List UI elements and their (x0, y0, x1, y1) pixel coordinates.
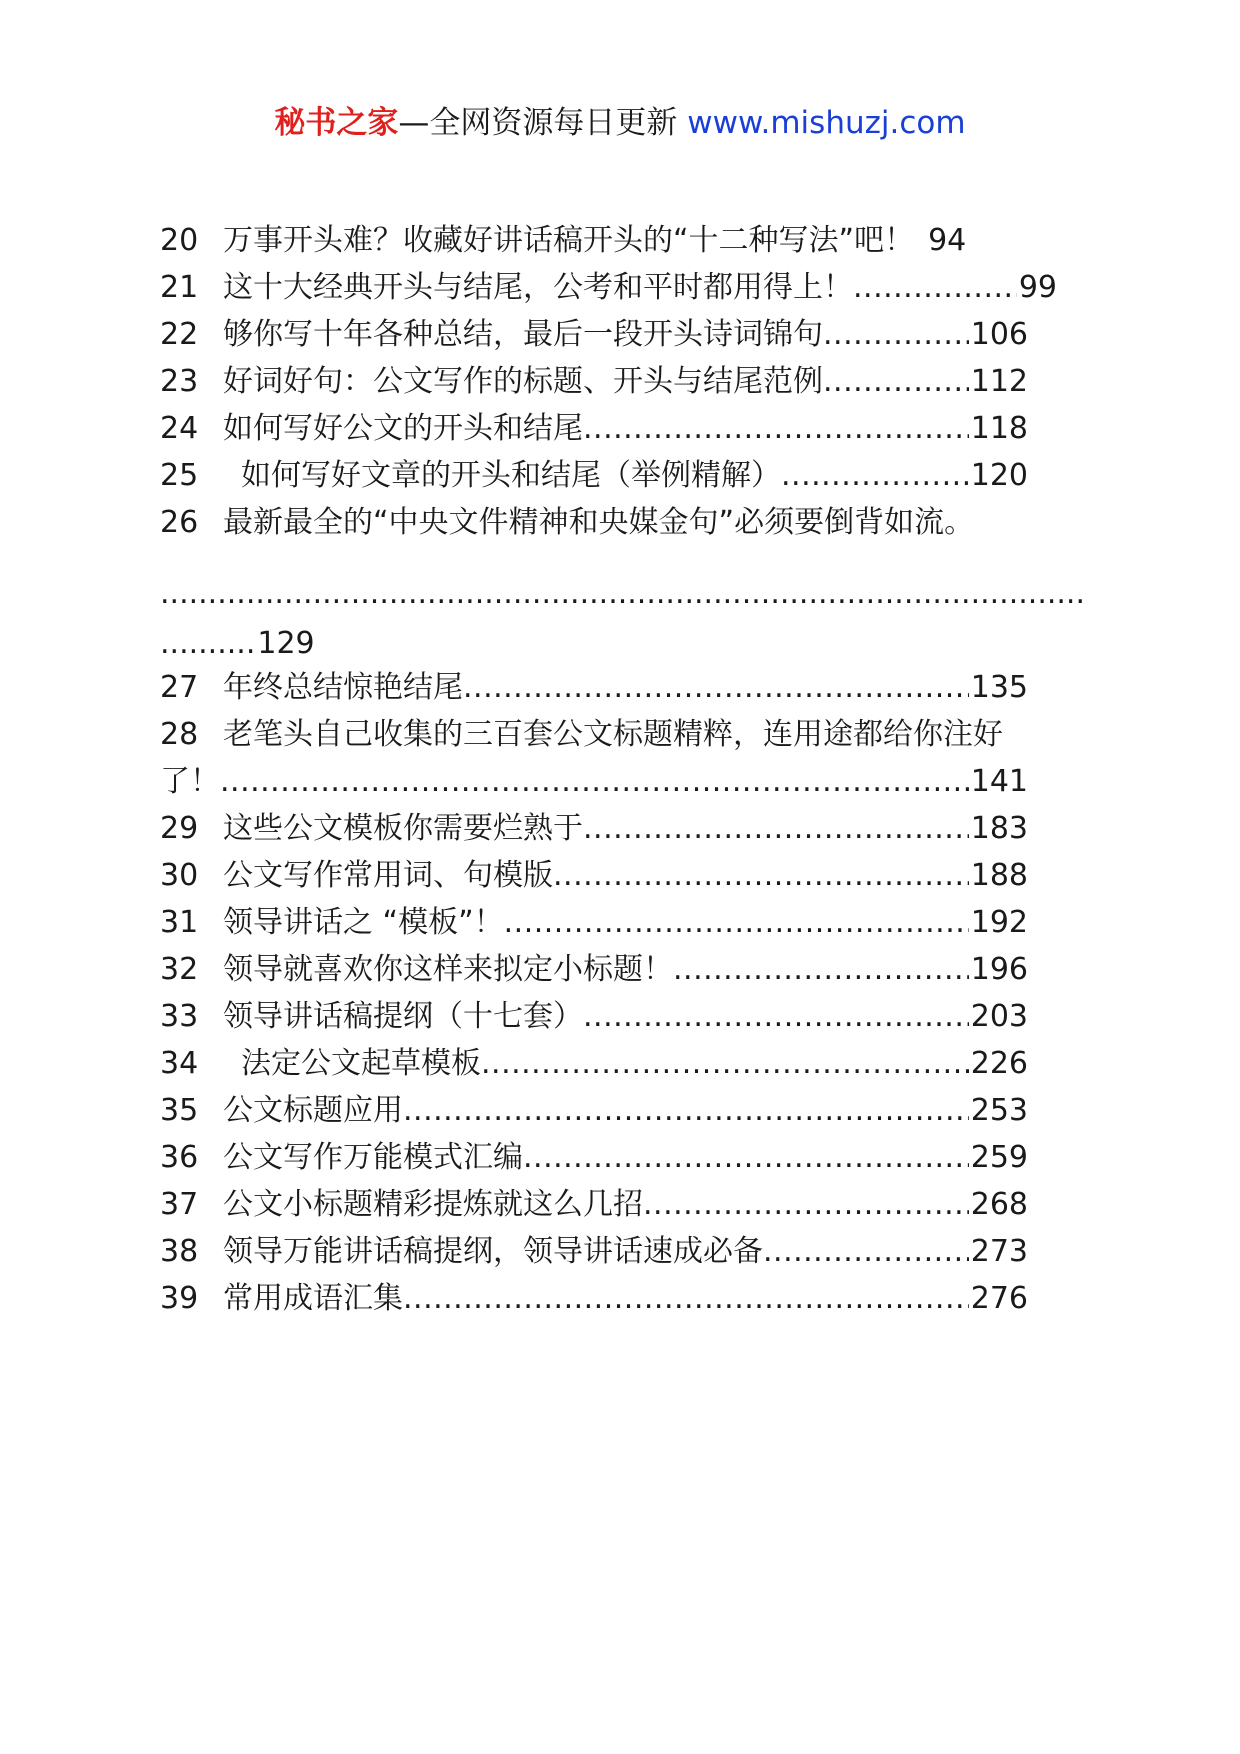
dot-leader (504, 899, 969, 946)
toc-entry[interactable] (160, 1040, 1085, 1087)
toc-entry-continuation (160, 758, 1085, 805)
entry-title: 法定公文起草模板 (241, 1046, 481, 1081)
entry-title: 公文写作常用词、句模版 (223, 858, 553, 893)
dot-leader (403, 1087, 969, 1134)
header-url[interactable]: www.mishuzj.com (687, 105, 966, 141)
dot-leader (583, 405, 969, 452)
entry-page: 141 (970, 764, 1028, 799)
entry-title: 万事开头难？收藏好讲话稿开头的“十二种写法”吧！ (223, 223, 915, 258)
toc-entry-continuation (160, 546, 1085, 624)
entry-page: 253 (970, 1093, 1028, 1128)
entry-title: 如何写好文章的开头和结尾（举例精解） (241, 458, 781, 493)
header-tagline: —全网资源每日更新 (398, 105, 678, 141)
entry-title: 领导讲话稿提纲（十七套） (223, 999, 583, 1034)
toc-entry[interactable] (160, 311, 1085, 358)
entry-title: 常用成语汇集 (223, 1281, 403, 1316)
entry-title: 好词好句：公文写作的标题、开头与结尾范例 (223, 364, 823, 399)
brand-name: 秘书之家 (274, 105, 399, 141)
toc-entry[interactable] (160, 405, 1085, 452)
entry-number: 39 (160, 1281, 199, 1316)
entry-title: 年终总结惊艳结尾 (223, 670, 463, 705)
entry-page: 94 (928, 223, 967, 258)
entry-page: 268 (970, 1187, 1028, 1222)
toc-entry[interactable] (160, 358, 1085, 405)
entry-number: 26 (160, 505, 199, 540)
entry-title: 领导就喜欢你这样来拟定小标题！ (223, 952, 673, 987)
entry-number: 30 (160, 858, 199, 893)
toc-entry[interactable] (160, 1087, 1085, 1134)
dot-leader (463, 664, 969, 711)
toc-entry[interactable] (160, 852, 1085, 899)
entry-number: 23 (160, 364, 199, 399)
entry-page: 276 (970, 1281, 1028, 1316)
dot-leader (583, 805, 969, 852)
entry-number: 28 (160, 717, 199, 752)
entry-page: 120 (970, 458, 1028, 493)
entry-page: 196 (970, 952, 1028, 987)
entry-page: 99 (1018, 270, 1057, 305)
entry-number: 25 (160, 458, 199, 493)
entry-page: 192 (970, 905, 1028, 940)
dot-leader (643, 1181, 969, 1228)
dot-leader (481, 1040, 969, 1087)
dot-leader (583, 993, 969, 1040)
entry-number: 31 (160, 905, 199, 940)
entry-number: 37 (160, 1187, 199, 1222)
entry-number: 33 (160, 999, 199, 1034)
toc-entry[interactable] (160, 499, 1085, 546)
entry-number: 21 (160, 270, 199, 305)
entry-number: 35 (160, 1093, 199, 1128)
entry-page: 135 (970, 670, 1028, 705)
dot-leader (673, 946, 969, 993)
entry-title: 够你写十年各种总结，最后一段开头诗词锦句 (223, 317, 823, 352)
entry-number: 34 (160, 1046, 199, 1081)
toc-entry[interactable] (160, 452, 1085, 499)
entry-page: 188 (970, 858, 1028, 893)
entry-title: 公文小标题精彩提炼就这么几招 (223, 1187, 643, 1222)
toc-entry[interactable] (160, 264, 1085, 311)
toc-entry[interactable] (160, 899, 1085, 946)
entry-title-continuation: 了！ (160, 764, 220, 799)
entry-title: 老笔头自己收集的三百套公文标题精粹，连用途都给你注好 (223, 717, 1003, 752)
toc-entry[interactable] (160, 1181, 1085, 1228)
entry-number: 32 (160, 952, 199, 987)
entry-title: 领导万能讲话稿提纲，领导讲话速成必备 (223, 1234, 763, 1269)
entry-number: 36 (160, 1140, 199, 1175)
dot-leader (823, 358, 969, 405)
toc-entry[interactable] (160, 217, 1085, 264)
entry-page: 129 (257, 626, 315, 661)
entry-title: 最新最全的“中央文件精神和央媒金句”必须要倒背如流。 (223, 505, 975, 540)
entry-number: 29 (160, 811, 199, 846)
toc-entry[interactable] (160, 664, 1085, 711)
entry-page: 106 (970, 317, 1028, 352)
entry-page: 118 (970, 411, 1028, 446)
entry-number: 38 (160, 1234, 199, 1269)
dot-leader (403, 1275, 969, 1322)
dot-leader (553, 852, 969, 899)
entry-page: 112 (970, 364, 1028, 399)
toc-entry[interactable] (160, 1228, 1085, 1275)
toc-entry[interactable] (160, 993, 1085, 1040)
entry-number: 20 (160, 223, 199, 258)
entry-page: 203 (970, 999, 1028, 1034)
entry-page: 273 (970, 1234, 1028, 1269)
dot-leader (763, 1228, 969, 1275)
toc-entry[interactable] (160, 805, 1085, 852)
page-header (0, 103, 1240, 143)
table-of-contents (160, 217, 1085, 1322)
dot-leader (823, 311, 969, 358)
dot-leader (220, 758, 969, 805)
entry-number: 27 (160, 670, 199, 705)
entry-page: 259 (970, 1140, 1028, 1175)
toc-entry[interactable] (160, 711, 1085, 758)
entry-title: 领导讲话之 “模板”！ (223, 905, 504, 940)
entry-title: 公文写作万能模式汇编 (223, 1140, 523, 1175)
entry-title: 如何写好公文的开头和结尾 (223, 411, 583, 446)
dot-leader (160, 624, 255, 664)
toc-entry[interactable] (160, 1134, 1085, 1181)
entry-page: 226 (970, 1046, 1028, 1081)
dot-leader (781, 452, 969, 499)
entry-title: 这些公文模板你需要烂熟于 (223, 811, 583, 846)
toc-entry[interactable] (160, 946, 1085, 993)
dot-leader (853, 264, 1017, 311)
entry-number: 22 (160, 317, 199, 352)
dot-leader (523, 1134, 969, 1181)
entry-page: 183 (970, 811, 1028, 846)
entry-number: 24 (160, 411, 199, 446)
entry-title: 公文标题应用 (223, 1093, 403, 1128)
toc-entry[interactable] (160, 1275, 1085, 1322)
entry-title: 这十大经典开头与结尾，公考和平时都用得上！ (223, 270, 853, 305)
